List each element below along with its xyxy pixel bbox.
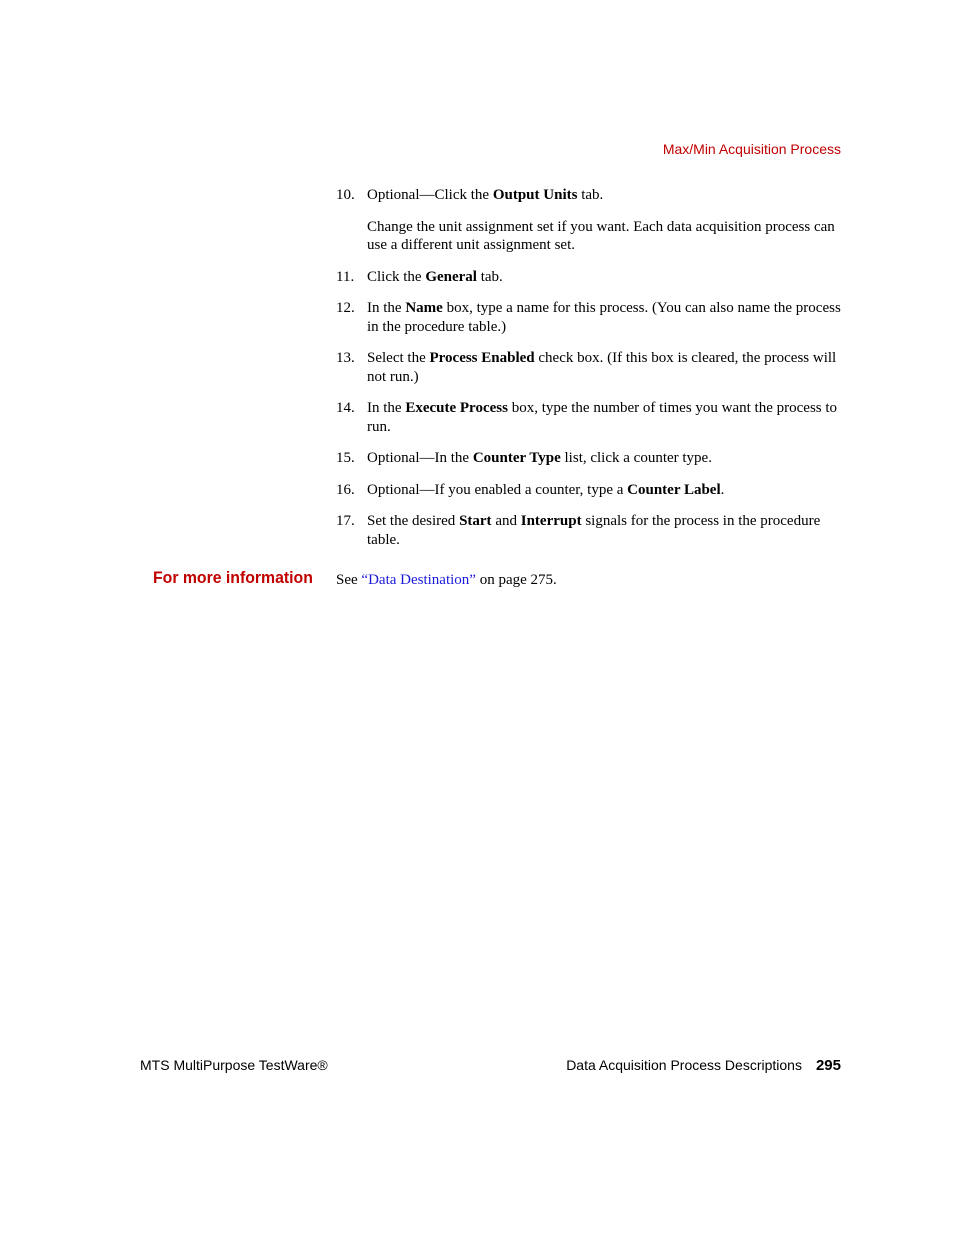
step-number: 11. — [336, 268, 355, 285]
step-text: Click the General tab. — [367, 268, 503, 285]
step-11 — [336, 268, 846, 287]
ui-term: Start — [459, 513, 492, 529]
step-text: In the Execute Process box, type the number of times you want the process to run. — [367, 400, 838, 435]
more-info-heading: For more information — [153, 568, 313, 587]
step-number: 10. — [336, 187, 355, 203]
see-also-text: See “Data Destination” on page 275. — [336, 572, 557, 588]
ui-term: Interrupt — [520, 513, 582, 529]
step-number: 13. — [336, 350, 355, 366]
ui-term: Counter Label — [627, 481, 721, 498]
step-note: Change the unit assignment set if you want. Each data acquisition process can use a different unit assignment set. — [367, 218, 835, 253]
ui-term: Output Units — [492, 187, 578, 203]
ui-term: Execute Process — [405, 400, 508, 416]
ui-term: Process Enabled — [429, 350, 535, 366]
step-text: Set the desired Start and Interrupt signals for the process in the procedure table. — [367, 513, 821, 548]
step-13 — [336, 349, 846, 386]
ui-term: Name — [405, 300, 443, 316]
ui-term: Counter Type — [472, 450, 561, 466]
step-text: Optional—In the Counter Type list, click a counter type. — [367, 450, 712, 466]
footer-chapter-title: Data Acquisition Process Descriptions — [566, 1057, 802, 1073]
step-14 — [336, 399, 846, 436]
data-destination-link[interactable]: “Data Destination” — [361, 572, 476, 588]
step-16 — [336, 481, 846, 500]
step-number: 17. — [336, 513, 355, 529]
step-text: In the Name box, type a name for this process. (You can also name the process in the procedure table.) — [367, 300, 841, 335]
footer-chapter — [566, 1057, 841, 1074]
step-12 — [336, 299, 846, 336]
footer-product-name: MTS MultiPurpose TestWare® — [140, 1057, 328, 1073]
step-15 — [336, 449, 846, 468]
step-number: 16. — [336, 481, 355, 498]
step-10 — [336, 186, 846, 255]
step-number: 12. — [336, 300, 355, 316]
step-17 — [336, 512, 846, 549]
procedure-steps — [336, 186, 846, 562]
page-number: 295 — [815, 1057, 841, 1074]
step-text: Select the Process Enabled check box. (If this box is cleared, the process will not run.) — [367, 350, 837, 385]
running-header: Max/Min Acquisition Process — [662, 141, 841, 157]
step-text: Optional—If you enabled a counter, type a Counter Label. — [367, 481, 725, 498]
step-number: 14. — [336, 400, 355, 416]
ui-term: General — [425, 268, 477, 285]
step-number: 15. — [336, 450, 355, 466]
step-text: Optional—Click the Output Units tab. — [367, 187, 604, 203]
